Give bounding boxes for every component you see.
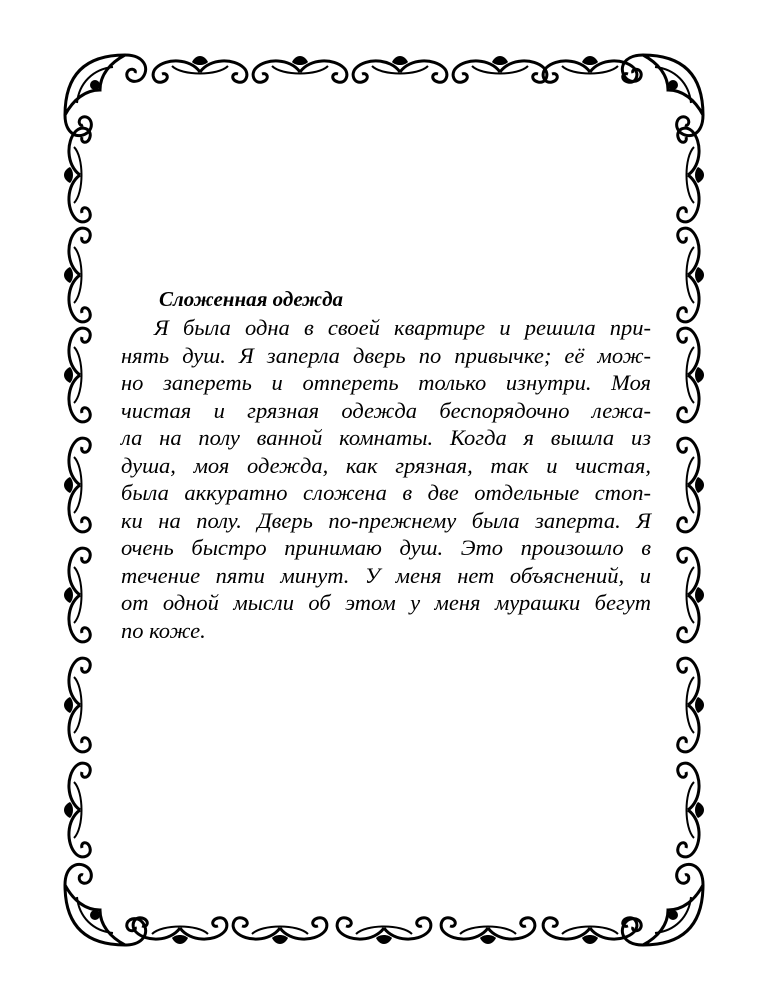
story-line: очень быстро принимаю душ. Это произошло в <box>121 535 651 560</box>
story-title: Сложенная одежда <box>159 287 344 311</box>
story-line: но запереть и отпереть только изнутри. Моя <box>121 370 651 395</box>
story-line: душа, моя одежда, как грязная, так и чистая, <box>121 452 651 478</box>
story-line: Я была одна в своей квартире и решила при- <box>154 315 651 340</box>
story-line: нять душ. Я заперла дверь по привычке; её мож- <box>121 342 651 368</box>
story-line: от одной мысли об этом у меня мурашки бегут <box>121 590 651 615</box>
story-line: по коже. <box>121 617 206 643</box>
story-line: ла на полу ванной комнаты. Когда я вышла из <box>121 425 651 450</box>
story-line: была аккуратно сложена в две отдельные стоп- <box>121 480 651 505</box>
story-line: чистая и грязная одежда беспорядочно лежа- <box>121 397 651 423</box>
story-line: ки на полу. Дверь по-прежнему была заперта. Я <box>121 507 651 533</box>
story-block <box>121 284 651 644</box>
story-line: течение пяти минут. У меня нет объяснений, и <box>121 562 651 588</box>
